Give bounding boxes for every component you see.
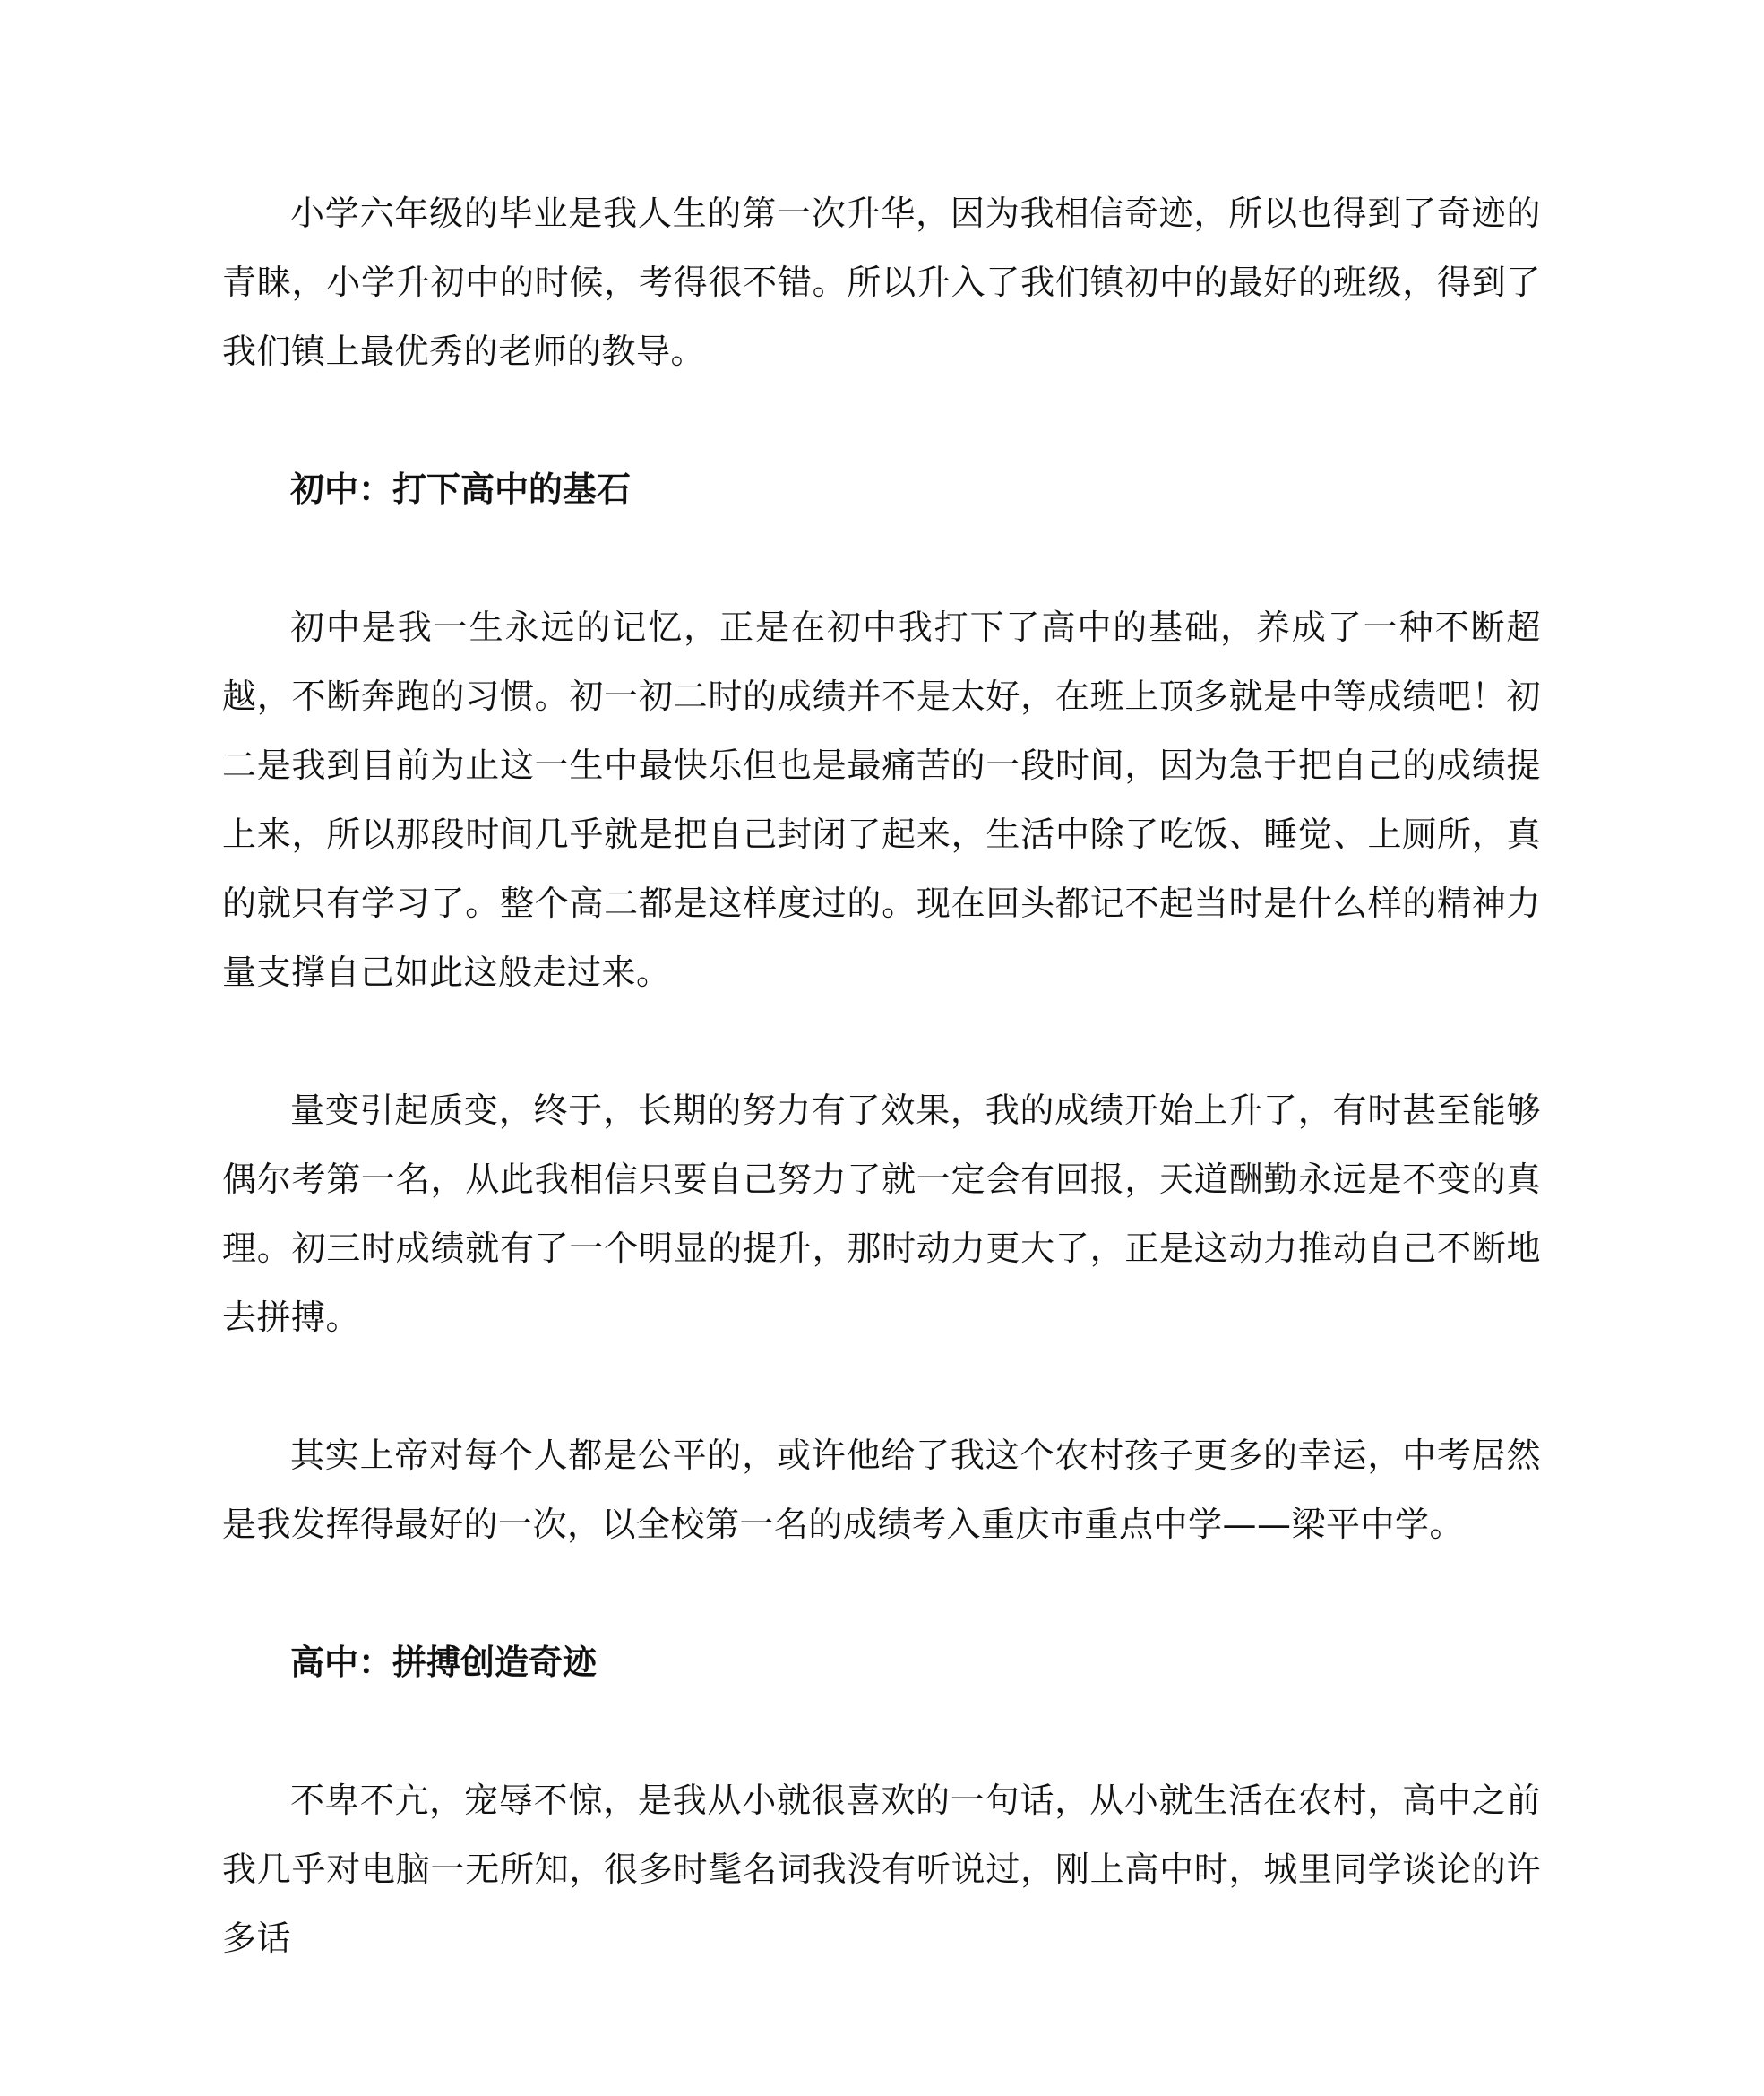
paragraph-fairness: 其实上帝对每个人都是公平的，或许他给了我这个农村孩子更多的幸运，中考居然是我发挥得最好的一次，以全校第一名的成绩考入重庆市重点中学——梁平中学。: [222, 1436, 1541, 1544]
paragraph-junior-high-memory: 初中是我一生永远的记忆，正是在初中我打下了高中的基础，养成了一种不断超越，不断奔跑的习惯。初一初二时的成绩并不是太好，在班上顶多就是中等成绩吧！初二是我到目前为止这一生中最快乐但也是最痛苦的一段时间，因为急于把自己的成绩提上来，所以那段时间几乎就是把自己封闭了起来，生活中除了吃饭、睡觉、上厕所，真的就只有学习了。整个高二都是这样度过的。现在回头都记不起当时是什么样的精神力量支撑自己如此这般走过来。: [222, 608, 1541, 992]
paragraph-gap: [222, 386, 1541, 455]
paragraph-gap: [222, 1697, 1541, 1766]
section-heading-junior-high: 初中：打下高中的基石: [290, 470, 632, 509]
paragraph-humble: 不卑不亢，宠辱不惊，是我从小就很喜欢的一句话，从小就生活在农村，高中之前我几乎对电脑一无所知，很多时髦名词我没有听说过，刚上高中时，城里同学谈论的许多话: [222, 1781, 1541, 1958]
paragraph-gap: [222, 1559, 1541, 1628]
paragraph-gap: [222, 524, 1541, 593]
section-heading-senior-high: 高中：拼搏创造奇迹: [290, 1643, 598, 1682]
paragraph-gap: [222, 1352, 1541, 1421]
paragraph-gap: [222, 1007, 1541, 1076]
paragraph-primary-school: 小学六年级的毕业是我人生的第一次升华，因为我相信奇迹，所以也得到了奇迹的青睐，小学升初中的时候，考得很不错。所以升入了我们镇初中的最好的班级，得到了我们镇上最优秀的老师的教导。: [222, 194, 1541, 371]
paragraph-quantitative-change: 量变引起质变，终于，长期的努力有了效果，我的成绩开始上升了，有时甚至能够偶尔考第一名，从此我相信只要自己努力了就一定会有回报，天道酬勤永远是不变的真理。初三时成绩就有了一个明显的提升，那时动力更大了，正是这动力推动自己不断地去拼搏。: [222, 1091, 1541, 1337]
document-body: [222, 179, 1541, 1973]
